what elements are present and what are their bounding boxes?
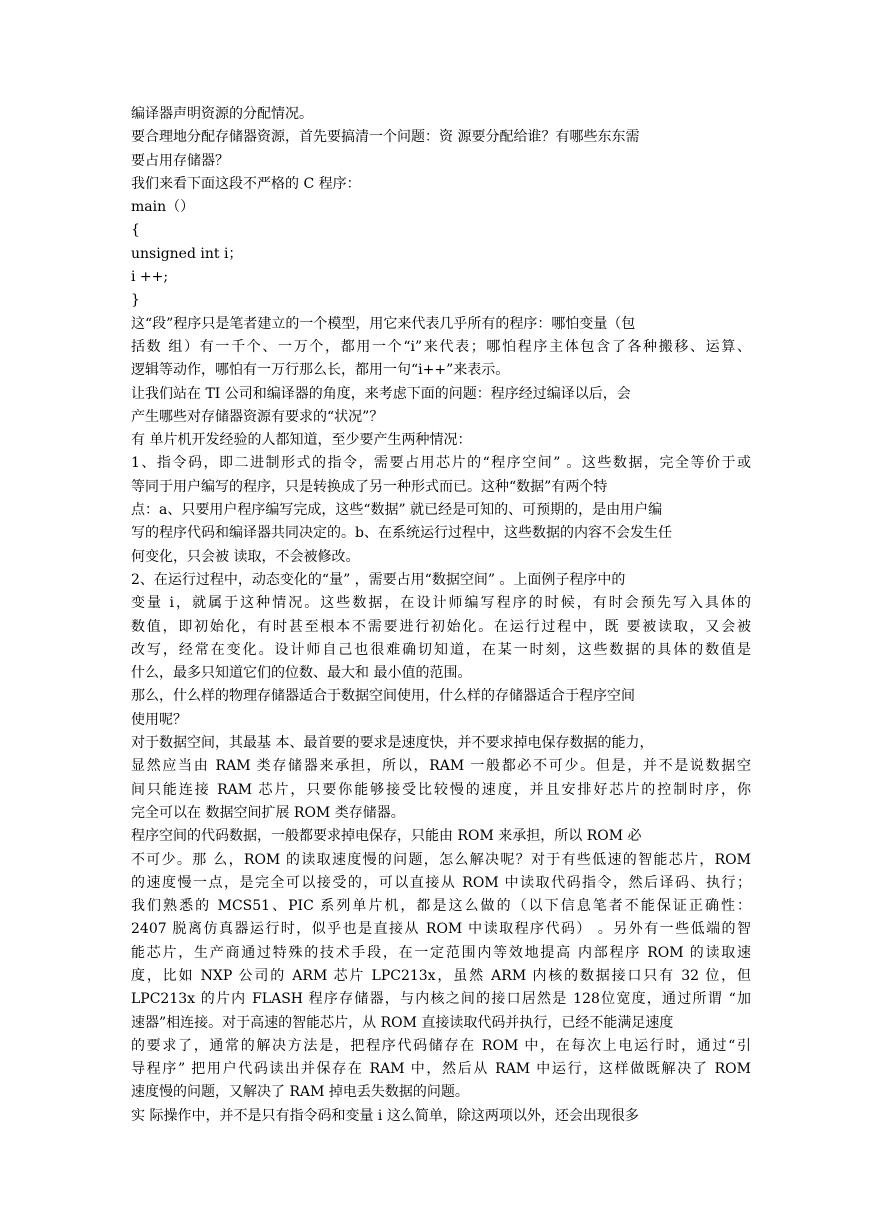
text-line: 实 际操作中，并不是只有指令码和变量 i 这么简单，除这两项以外，还会出现很多 [131,1107,639,1124]
text-line: LPC213x 的片内 FLASH 程序存储器，与内核之间的接口居然是 128位宽度，通过所谓 “加 [131,991,751,1008]
text-line: i ++; [131,269,169,286]
text-line: 能芯片，生产商通过特殊的技术手段，在一定范围内等效地提高 内部程序 ROM 的读取速 [131,944,751,961]
text-line: 对于数据空间，其最基 本、最首要的要求是速度快，并不要求掉电保存数据的能力， [131,735,654,752]
text-line: 变量 i，就属于这种情况。这些数据，在设计师编写程序的时候，有时会预先写入具体的 [131,595,751,612]
text-line: 让我们站在 TI 公司和编译器的角度，来考虑下面的问题：程序经过编译以后，会 [131,385,631,402]
text-line: 那么，什么样的物理存储器适合于数据空间使用，什么样的存储器适合于程序空间 [131,688,635,705]
text-line: 数值，即初始化，有时甚至根本不需要进行初始化。在运行过程中，既 要被读取，又会被 [131,618,751,635]
text-line: 使用呢？ [131,711,187,728]
text-line: 导程序” 把用户代码读出并保存在 RAM 中，然后从 RAM 中运行，这样做既解决了 ROM [131,1061,751,1078]
text-line: 要占用存储器？ [131,152,229,169]
document-body [131,103,751,1128]
text-line: 写的程序代码和编译器共同决定的。b、在系统运行过程中，这些数据的内容不会发生任 [131,525,672,542]
text-line: 2407 脱离仿真器运行时，似乎也是直接从 ROM 中读取程序代码） 。另外有一些低端的智 [131,921,751,938]
text-line: 何变化，只会被 读取，不会被修改。 [131,548,360,565]
text-line: } [131,292,140,309]
text-line: 度，比如 NXP 公司的 ARM 芯片 LPC213x，虽然 ARM 内核的数据接口只有 32 位，但 [131,967,751,984]
text-line: 的要求了，通常的解决方法是，把程序代码储存在 ROM 中，在每次上电运行时，通过“引 [131,1037,751,1054]
text-line: 逻辑等动作，哪怕有一万行那么长，都用一句“i++”来表示。 [131,362,510,379]
text-line: main（） [131,199,195,216]
text-line: 1、指令码，即二进制形式的指令，需要占用芯片的“程序空间” 。这些数据，完全等价于或 [131,455,751,472]
text-line: 显然应当由 RAM 类存储器来承担，所以，RAM 一般都必不可少。但是，并不是说数据空 [131,758,751,775]
text-line: 完全可以在 数据空间扩展 ROM 类存储器。 [131,804,405,821]
text-line: 编译器声明资源的分配情况。 [131,106,313,122]
text-line: 改写，经常在变化。设计师自己也很难确切知道，在某一时刻，这些数据的具体的数值是 [131,641,751,658]
text-line: 速器”相连接。对于高速的智能芯片，从 ROM 直接读取代码并执行，已经不能满足速度 [131,1014,674,1031]
text-line: 这“段”程序只是笔者建立的一个模型，用它来代表几乎所有的程序：哪怕变量（包 [131,315,636,332]
text-line: 点：a、只要用户程序编写完成，这些“数据” 就已经是可知的、可预期的，是由用户编 [131,502,663,519]
text-line: 括数 组）有一千个、一万个，都用一个“i”来代表；哪怕程序主体包含了各种搬移、运算、 [131,338,751,355]
text-line: 不可少。那 么，ROM 的读取速度慢的问题，怎么解决呢？对于有些低速的智能芯片，ROM [131,851,751,868]
text-line: 我们来看下面这段不严格的 C 程序： [131,175,361,192]
text-line: { [131,222,140,239]
text-line: 的速度慢一点，是完全可以接受的，可以直接从 ROM 中读取代码指令，然后译码、执行； [131,874,751,891]
text-line: 间只能连接 RAM 芯片，只要你能够接受比较慢的速度，并且安排好芯片的控制时序，你 [131,781,751,798]
text-line: 什么，最多只知道它们的位数、最大和 最小值的范围。 [131,665,472,682]
text-line: 速度慢的问题，又解决了 RAM 掉电丢失数据的问题。 [131,1084,469,1101]
text-line: unsigned int i； [131,245,243,262]
text-line: 有 单片机开发经验的人都知道，至少要产生两种情况： [131,432,472,449]
text-line: 我们熟悉的 MCS51、PIC 系列单片机，都是这么做的（以下信息笔者不能保证正确性： [131,898,751,915]
text-line: 等同于用户编写的程序，只是转换成了另一种形式而已。这种“数据”有两个特 [131,478,608,495]
text-line: 程序空间的代码数据，一般都要求掉电保存，只能由 ROM 来承担，所以 ROM 必 [131,828,642,845]
text-line: 2、在运行过程中，动态变化的“量” ，需要占用“数据空间” 。上面例子程序中的 [131,571,626,588]
text-line: 产生哪些对存储器资源有要求的“状况”？ [131,408,384,425]
text-line: 要合理地分配存储器资源，首先要搞清一个问题：资 源要分配给谁？有哪些东东需 [131,129,640,146]
